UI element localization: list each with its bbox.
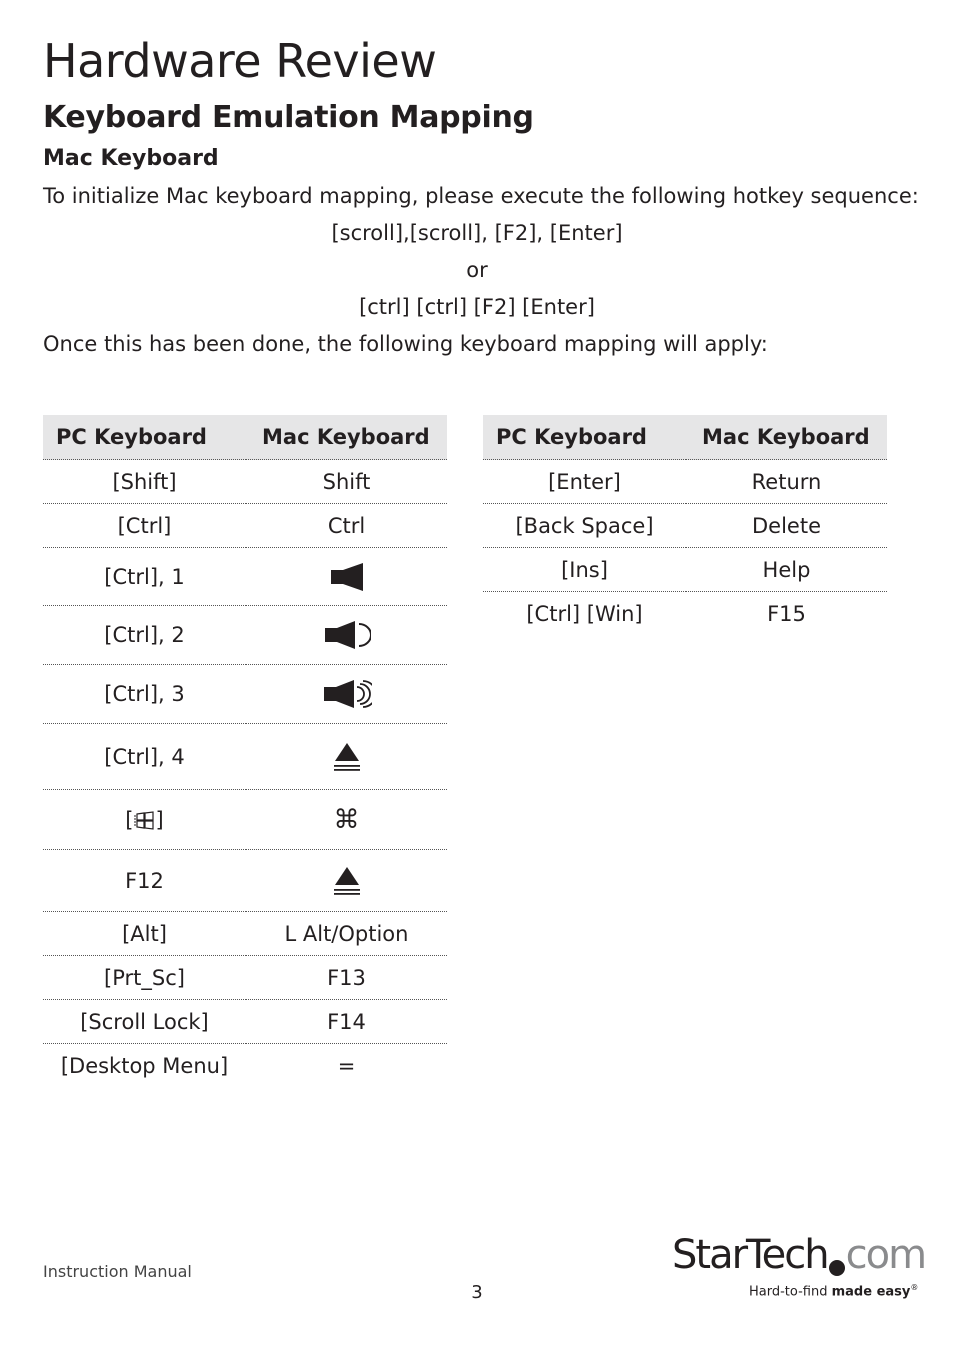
pc-key: [Enter] (483, 460, 686, 504)
mapping-table-right (483, 415, 887, 636)
volume-down-icon (323, 620, 371, 650)
header-pc-keyboard: PC Keyboard (43, 415, 246, 460)
command-icon: ⌘ (333, 804, 360, 835)
mapping-table-left (43, 415, 447, 1088)
mac-key: F14 (246, 1000, 447, 1044)
mac-key: L Alt/Option (246, 912, 447, 956)
mac-key: F15 (686, 592, 887, 636)
pc-key: [Ctrl], 1 (43, 548, 246, 606)
mac-key: Shift (246, 460, 447, 504)
mac-key (246, 548, 447, 606)
mapping-intro-text: Once this has been done, the following keyboard mapping will apply: (43, 332, 768, 356)
logo-tagline: Hard-to-find made easy® (749, 1283, 919, 1300)
logo-dot-icon (828, 1246, 846, 1276)
table-row (483, 504, 887, 548)
table-header-row (43, 415, 447, 460)
table-row (43, 548, 447, 606)
speaker-mute-icon (329, 562, 365, 592)
footer-manual-label: Instruction Manual (43, 1262, 192, 1281)
mac-key: Ctrl (246, 504, 447, 548)
pc-key: [Alt] (43, 912, 246, 956)
table-row (43, 724, 447, 790)
table-header-row (483, 415, 887, 460)
mac-key: Help (686, 548, 887, 592)
windows-key-icon (134, 811, 156, 831)
hotkey-sequence-2: [ctrl] [ctrl] [F2] [Enter] (359, 295, 595, 319)
eject-icon (333, 865, 361, 897)
table-row (483, 460, 887, 504)
pc-key: [ ] (43, 790, 246, 850)
mac-key: = (246, 1044, 447, 1088)
mac-key: F13 (246, 956, 447, 1000)
hotkey-sequence-1: [scroll],[scroll], [F2], [Enter] (331, 221, 623, 245)
pc-key: [Ctrl], 2 (43, 606, 246, 665)
pc-key: [Ctrl], 3 (43, 665, 246, 724)
table-row (43, 665, 447, 724)
pc-key: [Ctrl] [Win] (483, 592, 686, 636)
section-heading: Keyboard Emulation Mapping (43, 100, 534, 135)
header-mac-keyboard: Mac Keyboard (246, 415, 447, 460)
table-row (483, 592, 887, 636)
table-row (43, 504, 447, 548)
table-row (43, 912, 447, 956)
table-row (43, 1000, 447, 1044)
header-pc-keyboard: PC Keyboard (483, 415, 686, 460)
table-row (43, 790, 447, 850)
table-row (43, 460, 447, 504)
mac-key (246, 724, 447, 790)
pc-key: F12 (43, 850, 246, 912)
startech-logo (672, 1232, 925, 1278)
eject-icon (333, 741, 361, 773)
mac-key (246, 665, 447, 724)
page-number: 3 (471, 1282, 483, 1303)
table-row (43, 606, 447, 665)
mac-key (246, 850, 447, 912)
table-row (43, 850, 447, 912)
pc-key: [Desktop Menu] (43, 1044, 246, 1088)
mac-key: Return (686, 460, 887, 504)
table-row (43, 956, 447, 1000)
mac-key: Delete (686, 504, 887, 548)
or-text: or (466, 258, 488, 282)
logo-com-text: com (845, 1232, 926, 1278)
pc-key: [Shift] (43, 460, 246, 504)
pc-key: [Ins] (483, 548, 686, 592)
mac-key (246, 790, 447, 850)
table-row (43, 1044, 447, 1088)
intro-text: To initialize Mac keyboard mapping, please execute the following hotkey sequence: (43, 184, 919, 208)
header-mac-keyboard: Mac Keyboard (686, 415, 887, 460)
volume-up-icon (322, 679, 372, 709)
logo-main-text: StarTech (672, 1232, 828, 1278)
pc-key: [Ctrl] (43, 504, 246, 548)
pc-key: [Back Space] (483, 504, 686, 548)
pc-key: [Prt_Sc] (43, 956, 246, 1000)
page-title: Hardware Review (43, 34, 437, 88)
pc-key: [Scroll Lock] (43, 1000, 246, 1044)
subsection-heading: Mac Keyboard (43, 146, 219, 171)
pc-key: [Ctrl], 4 (43, 724, 246, 790)
table-row (483, 548, 887, 592)
mac-key (246, 606, 447, 665)
